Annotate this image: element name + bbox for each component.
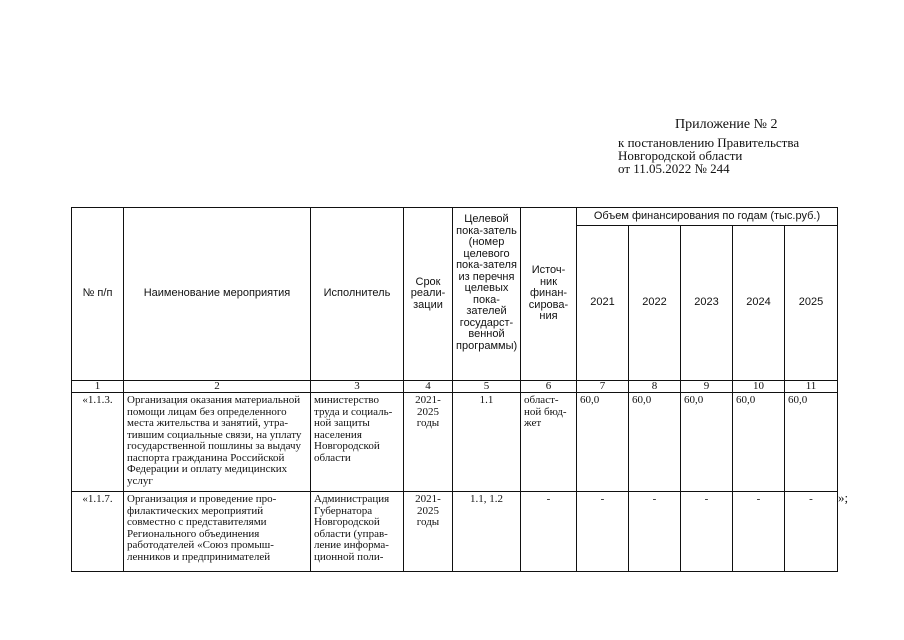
row-value-2021: - xyxy=(577,492,629,572)
row-value-2021: 60,0 xyxy=(577,393,629,492)
row-target: 1.1 xyxy=(453,393,521,492)
col-number: 6 xyxy=(521,381,577,393)
year-2023: 2023 xyxy=(681,226,733,381)
row-value-2022: - xyxy=(629,492,681,572)
col-number: 1 xyxy=(72,381,124,393)
year-2021: 2021 xyxy=(577,226,629,381)
row-value-2024: - xyxy=(733,492,785,572)
col-number: 8 xyxy=(629,381,681,393)
row-number: «1.1.3. xyxy=(72,393,124,492)
column-numbers-row xyxy=(72,381,838,393)
row-term: 2021-2025 годы xyxy=(404,492,453,572)
row-executor: Администрация Губернатора Новгородской области (управ-ление информа-ционной поли- xyxy=(311,492,404,572)
appendix-title: Приложение № 2 xyxy=(675,117,778,132)
row-number: «1.1.7. xyxy=(72,492,124,572)
year-2025: 2025 xyxy=(785,226,838,381)
col-number: 9 xyxy=(681,381,733,393)
appendix-line-1: к постановлению Правительства xyxy=(618,135,800,150)
col-number: 3 xyxy=(311,381,404,393)
col-header-source: Источ-ник финан-сирова-ния xyxy=(521,208,577,381)
row-value-2025: 60,0 xyxy=(785,393,838,492)
col-number: 7 xyxy=(577,381,629,393)
appendix-line-2: Новгородской области xyxy=(618,148,743,163)
row-source: област-ной бюд-жет xyxy=(521,393,577,492)
col-header-target: Целевой пока-затель (номер целевого пока-зателя из перечня целевых пока-зателей государст-венной программы) xyxy=(453,208,521,381)
table-row xyxy=(72,393,838,492)
year-2022: 2022 xyxy=(629,226,681,381)
row-activity-name: Организация оказания материальной помощи лицам без определенного места жительства и занятий, утра-тившим социальные связи, на уплату государственной пошлины за выдачу паспорта гражданина Российской Федерации и оплату медицинских услуг xyxy=(124,393,311,492)
row-executor: министерство труда и социаль-ной защиты населения Новгородской области xyxy=(311,393,404,492)
row-source: - xyxy=(521,492,577,572)
table-row xyxy=(72,492,838,572)
row-value-2022: 60,0 xyxy=(629,393,681,492)
col-header-term: Срок реали-зации xyxy=(404,208,453,381)
closing-quote-mark: »; xyxy=(838,490,849,505)
col-number: 2 xyxy=(124,381,311,393)
year-2024: 2024 xyxy=(733,226,785,381)
row-value-2024: 60,0 xyxy=(733,393,785,492)
col-number: 4 xyxy=(404,381,453,393)
row-value-2025: - xyxy=(785,492,838,572)
col-number: 10 xyxy=(733,381,785,393)
col-header-funding: Объем финансирования по годам (тыс.руб.) xyxy=(577,208,838,226)
row-activity-name: Организация и проведение про-филактических мероприятий совместно с представителями Регионального объединения работодателей «Союз промыш-ленников и предпринимателей xyxy=(124,492,311,572)
appendix-reference xyxy=(618,136,799,175)
row-term: 2021-2025 годы xyxy=(404,393,453,492)
col-header-name: Наименование мероприятия xyxy=(124,208,311,381)
appendix-line-3: от 11.05.2022 № 244 xyxy=(618,161,730,176)
row-value-2023: 60,0 xyxy=(681,393,733,492)
col-number: 5 xyxy=(453,381,521,393)
col-header-executor: Исполнитель xyxy=(311,208,404,381)
activities-table xyxy=(71,207,838,572)
row-value-2023: - xyxy=(681,492,733,572)
col-number: 11 xyxy=(785,381,838,393)
header-row-1 xyxy=(72,208,838,226)
col-header-no: № п/п xyxy=(72,208,124,381)
row-target: 1.1, 1.2 xyxy=(453,492,521,572)
